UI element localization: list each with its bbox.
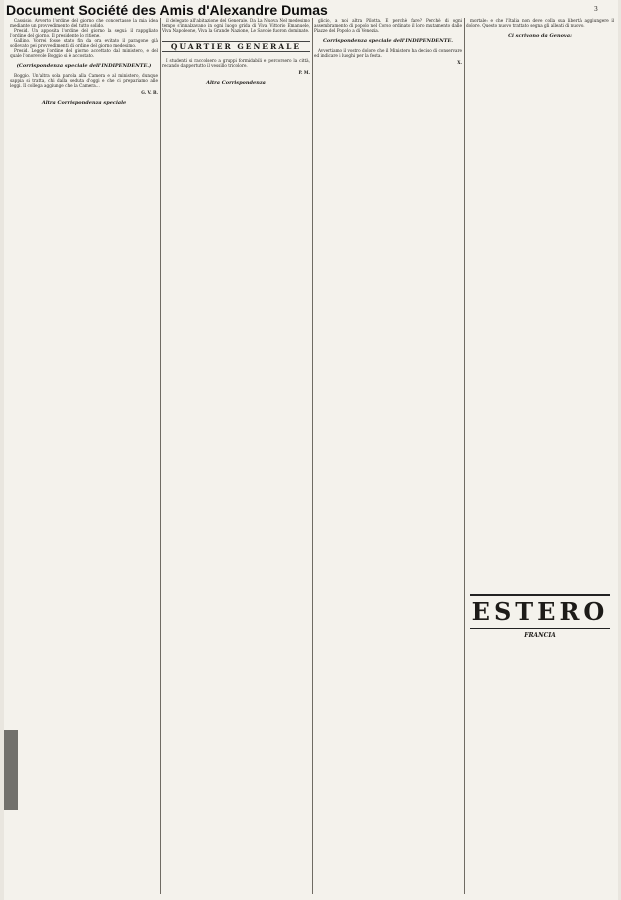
paragraph: Boggio. Un'altra sola parola alla Camera e al ministero, dunque sappia si tratta, chi dalla seduta d'oggi e che ci prepariamo alle leggi. Il collega aggiunge che la Camera... (10, 73, 158, 88)
paragraph: Gallino. Vorrei fosse stato fin da ora evitato il paragone già sollevato pei provvedimenti di ordine del giorno medesimo. (10, 38, 158, 48)
paragraph: I studenti si raccolsero a gruppi formidabili e percorsero la città, recando dappertutto il vessillo tricolore. (162, 58, 310, 68)
section-heading: (Corrispondenza speciale dell'INDIPENDENTE.) (16, 63, 152, 69)
column-divider (160, 18, 161, 894)
paragraph: mortale: e che l'Italia non deve colla sua libertà aggiungere il dolore. Questo nuovo trattato segna gli alleati di nuovo. (466, 18, 614, 28)
estero-heading: ESTERO (470, 594, 610, 629)
section-heading: Altra Corrispondenza speciale (41, 100, 127, 106)
section-heading: Corrispondenza speciale dell'INDIPENDENTE. (322, 38, 454, 44)
paragraph: Presid. Un apposita l'ordine del giorno la segui: il rappgliato l'ordine del giorno. Il presidente lo ritiene. (10, 28, 158, 38)
newspaper-page (4, 0, 618, 900)
article-column-4 (466, 18, 614, 588)
signature: G. V. B. (141, 90, 158, 95)
article-column-1 (10, 18, 158, 888)
column-divider (464, 18, 465, 894)
paragraph: glicio, a noi altra Pilotta. E perchè fare? Perchè di ogni assembramento di popolo nel Corso ordinato il loro mutamento dalle Piazze del Popolo a di Venezia. (314, 18, 462, 33)
section-heading: QUARTIER GENERALE (162, 41, 310, 52)
document-header: Document Société des Amis d'Alexandre Dumas (6, 2, 328, 18)
paragraph: Presid. Legge l'ordine del giorno accettato dal ministero, e del quale l'onorevole Boggio si è accostato. (10, 48, 158, 58)
article-column-3 (314, 18, 462, 888)
column-divider (312, 18, 313, 894)
page-number: 3 (594, 6, 598, 13)
signature: P. M. (298, 70, 310, 75)
section-heading: Ci scrivono da Genova: (508, 33, 572, 39)
paragraph: il delegato all'abitazione del Generale. Da La Nuova Nel medesimo tempo s'innalzavano in ogni luogo grida di Viva Vittorio Emanuele, Viva Napoleone, Viva la Grande Nazione, Le Savoie fuoron dominate. (162, 18, 310, 33)
scan-edge-shadow (4, 730, 18, 810)
signature: X. (457, 60, 462, 65)
paragraph: Avvertiamo il vostro dolore che il Ministero ha deciso di conservare ed indicare i luoghi per la festa. (314, 48, 462, 58)
article-column-2 (162, 18, 310, 888)
francia-subheading: FRANCIA (524, 632, 556, 639)
paragraph: Cassisio. Avverto l'ordine del giorno che concertasse la mia idea mediante un provvedimento del tutto solido. (10, 18, 158, 28)
section-heading: Altra Corrispondenza (206, 80, 266, 86)
article-column-4-lower (466, 642, 614, 892)
